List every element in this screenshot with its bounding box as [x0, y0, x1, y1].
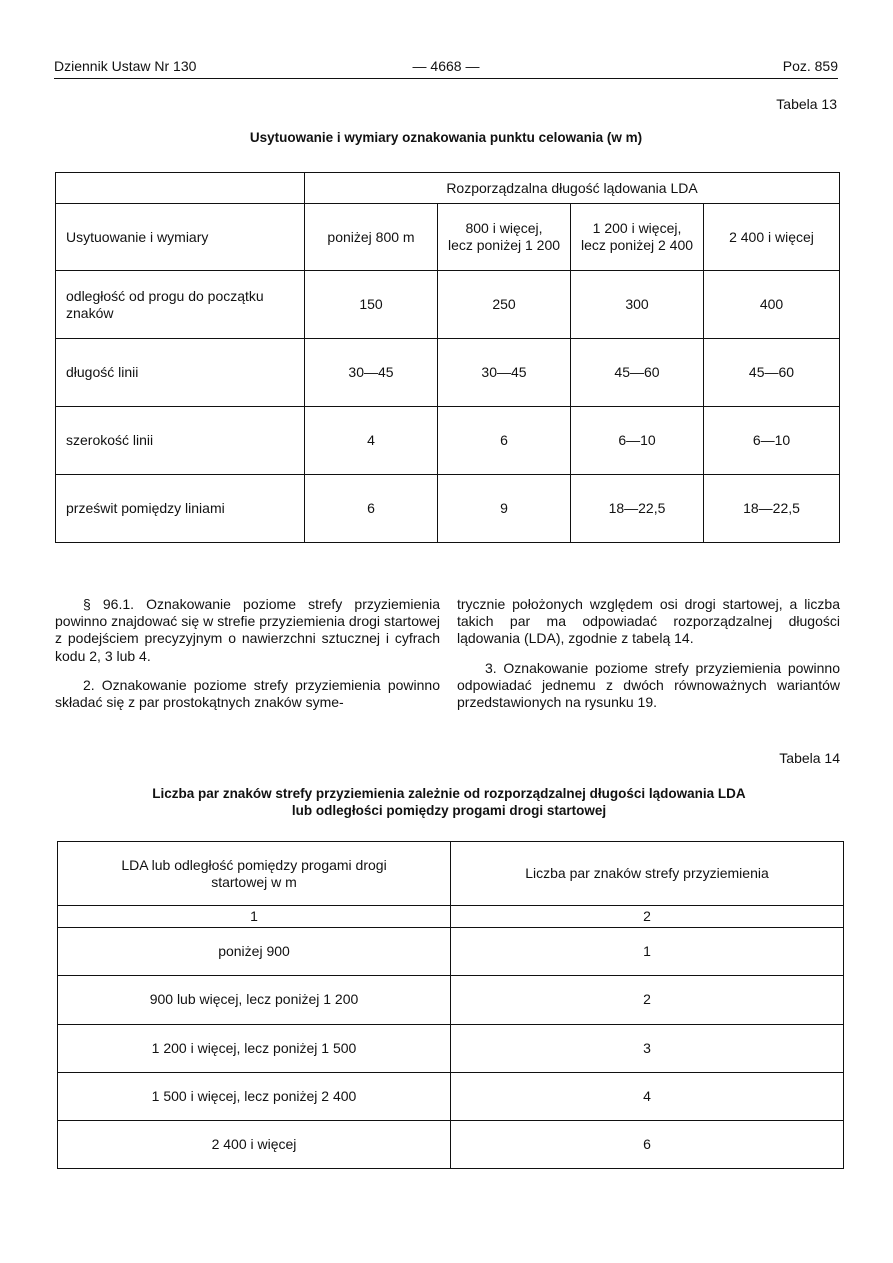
table13-col-header-4 — [704, 204, 840, 271]
table14-header-row — [58, 842, 844, 906]
col-header-line: lecz poniżej 1 200 — [447, 237, 561, 253]
table14-column-number-row — [58, 906, 844, 928]
table14-header-lda: LDA lub odległość pomiędzy progami drogi startowej w m — [58, 842, 451, 906]
header-rule — [54, 78, 838, 79]
table13-header-row — [56, 204, 840, 271]
paragraph-96-1: § 96.1. Oznakowanie poziome strefy przyziemienia powinno znajdować się w strefie przyziemienia drogi startowej z podejściem precyzyjnym o nawierzchni sztucznej i cyfrach kodu 2, 3 lub 4. — [55, 596, 440, 664]
table-row — [58, 1120, 844, 1168]
paragraph-96-2-continued: trycznie położonych względem osi drogi startowej, a liczba takich par ma odpowiadać rozporządzalnej długości lądowania (LDA), zgodnie z tabelą 14. — [457, 596, 840, 647]
table-cell: 250 — [438, 271, 571, 339]
table-cell-pairs: 3 — [451, 1024, 844, 1072]
table-row — [58, 1024, 844, 1072]
table13 — [55, 172, 840, 543]
table-cell-lda: 1 500 i więcej, lecz poniżej 2 400 — [58, 1072, 451, 1120]
table-row — [56, 339, 840, 407]
table-row — [56, 475, 840, 543]
body-text-left-column — [55, 596, 440, 711]
col-header-line: poniżej 800 m — [327, 228, 415, 245]
table-cell: 18—22,5 — [571, 475, 704, 543]
table-row — [58, 928, 844, 976]
table14-title-line-1: Liczba par znaków strefy przyziemienia zależnie od rozporządzalnej długości lądowania LDA — [152, 786, 746, 801]
table-cell: 18—22,5 — [704, 475, 840, 543]
table-cell: 45—60 — [704, 339, 840, 407]
table-cell: 6 — [438, 407, 571, 475]
table-cell-lda: 900 lub więcej, lecz poniżej 1 200 — [58, 976, 451, 1024]
col-header-line: 800 i więcej, — [465, 220, 543, 236]
paragraph-96-2: 2. Oznakowanie poziome strefy przyziemienia powinno składać się z par prostokątnych znaków syme- — [55, 676, 440, 711]
table-cell: 6 — [305, 475, 438, 543]
table-cell: 300 — [571, 271, 704, 339]
table-cell: 6—10 — [571, 407, 704, 475]
table-row — [56, 407, 840, 475]
row-label: szerokość linii — [56, 407, 305, 475]
table-cell: 30—45 — [438, 339, 571, 407]
row-label: długość linii — [56, 339, 305, 407]
col-header-line: lecz poniżej 2 400 — [580, 237, 694, 253]
table-row — [58, 1072, 844, 1120]
table14-column-number: 1 — [58, 906, 451, 928]
col-header-line: 2 400 i więcej — [729, 228, 814, 245]
table-cell: 400 — [704, 271, 840, 339]
table-cell: 6—10 — [704, 407, 840, 475]
table13-row-header-label: Usytuowanie i wymiary — [56, 204, 305, 271]
paragraph-96-3: 3. Oznakowanie poziome strefy przyziemienia powinno odpowiadać jednemu z dwóch równoważnych wariantów przedstawionych na rysunku 19. — [457, 659, 840, 711]
row-label: prześwit pomiędzy liniami — [56, 475, 305, 543]
table13-group-header: Rozporządzalna długość lądowania LDA — [305, 173, 840, 204]
table-cell: 45—60 — [571, 339, 704, 407]
table-cell-pairs: 4 — [451, 1072, 844, 1120]
table-cell-pairs: 2 — [451, 976, 844, 1024]
table-cell: 30—45 — [305, 339, 438, 407]
table-cell-pairs: 1 — [451, 928, 844, 976]
table14 — [57, 841, 844, 1169]
table13-title: Usytuowanie i wymiary oznakowania punktu celowania (w m) — [249, 130, 643, 145]
table-row — [56, 271, 840, 339]
table14-header-pairs: Liczba par znaków strefy przyziemienia — [451, 842, 844, 906]
table13-col-header-1 — [305, 204, 438, 271]
table-cell: 9 — [438, 475, 571, 543]
table-cell: 150 — [305, 271, 438, 339]
table14-title-line-2: lub odległości pomiędzy progami drogi startowej — [291, 803, 607, 818]
header-position: Poz. 859 — [782, 58, 838, 74]
table13-col-header-3 — [571, 204, 704, 271]
col-header-line: 1 200 i więcej, — [592, 220, 682, 236]
table14-column-number: 2 — [451, 906, 844, 928]
table13-col-header-2 — [438, 204, 571, 271]
table-cell-lda: 2 400 i więcej — [58, 1120, 451, 1168]
table-cell-lda: 1 200 i więcej, lecz poniżej 1 500 — [58, 1024, 451, 1072]
row-label: odległość od progu do początku znaków — [56, 271, 305, 339]
header-journal-title: Dziennik Ustaw Nr 130 — [54, 58, 197, 74]
table14-label: Tabela 14 — [779, 750, 840, 766]
table-cell-lda: poniżej 900 — [58, 928, 451, 976]
header-page-number: — 4668 — — [412, 58, 480, 74]
table14-title — [54, 785, 844, 819]
table-cell: 4 — [305, 407, 438, 475]
body-text-right-column — [457, 596, 840, 711]
table-cell-pairs: 6 — [451, 1120, 844, 1168]
table13-label: Tabela 13 — [776, 96, 837, 112]
table-row — [58, 976, 844, 1024]
table13-corner-cell — [56, 173, 305, 204]
